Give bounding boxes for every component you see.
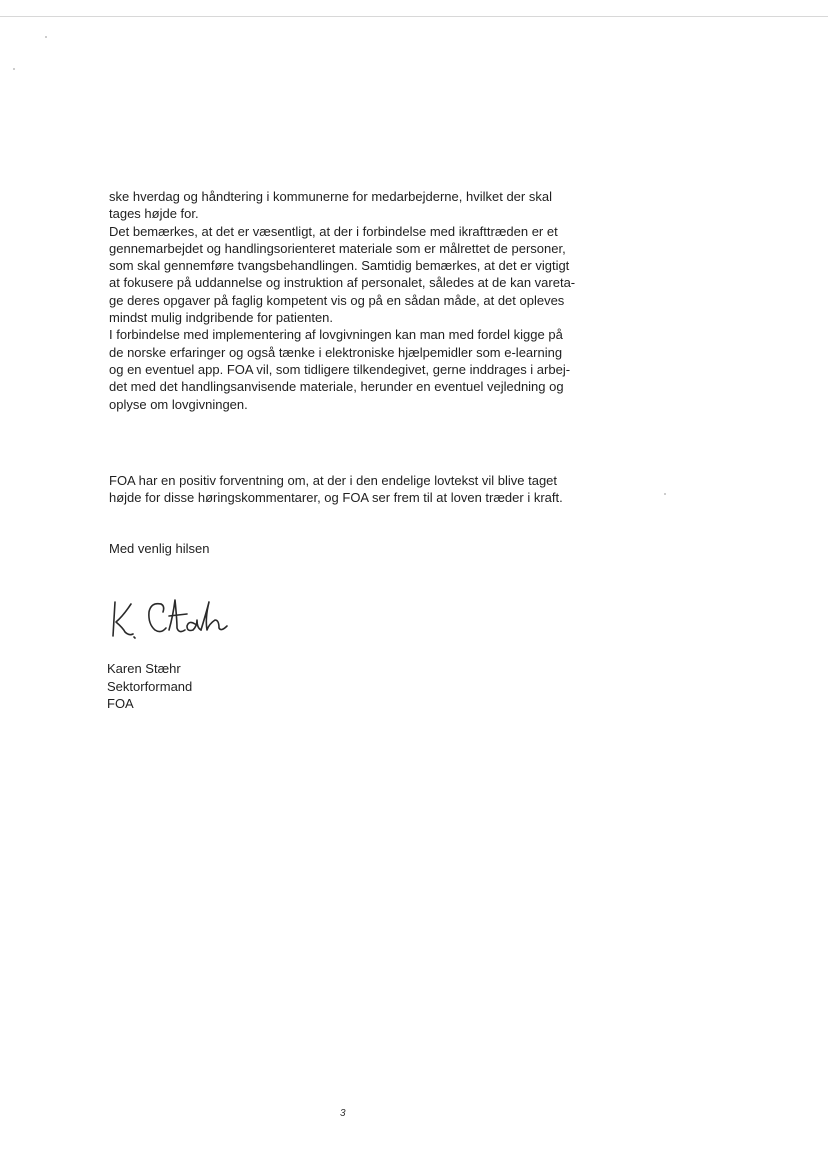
- text-line: I forbindelse med implementering af lovgivningen kan man med fordel kigge på: [109, 327, 563, 343]
- signer-name: Karen Stæhr: [107, 661, 181, 676]
- text-line: og en eventuel app. FOA vil, som tidligere tilkendegivet, gerne inddrages i arbej-: [109, 361, 571, 377]
- text-line: FOA har en positiv forventning om, at der i den endelige lovtekst vil blive taget: [109, 473, 558, 488]
- paragraph-1: [109, 188, 589, 223]
- signer-organization: FOA: [107, 696, 134, 711]
- scan-speck: [13, 68, 15, 70]
- text-line: højde for disse høringskommentarer, og FOA ser frem til at loven træder i kraft.: [109, 490, 563, 506]
- text-line: ge deres opgaver på faglig kompetent vis og på en sådan måde, at det opleves: [109, 292, 565, 308]
- handwritten-signature: [103, 590, 233, 642]
- scan-edge-line: [0, 16, 828, 17]
- letter-body: [109, 188, 589, 413]
- scan-speck: [45, 36, 47, 38]
- text-line: det med det handlingsanvisende materiale, herunder en eventuel vejledning og: [109, 379, 564, 395]
- text-line: Det bemærkes, at det er væsentligt, at der i forbindelse med ikrafttræden er et: [109, 223, 558, 239]
- closing-paragraph: [109, 472, 589, 507]
- paragraph-3: [109, 326, 589, 412]
- greeting: Med venlig hilsen: [109, 541, 210, 556]
- text-line: de norske erfaringer og også tænke i elektroniske hjælpemidler som e-learning: [109, 344, 563, 360]
- paragraph-2: [109, 223, 589, 327]
- page-number: 3: [340, 1108, 346, 1119]
- scan-speck: [664, 493, 666, 495]
- text-line: gennemarbejdet og handlingsorienteret materiale som er målrettet de personer,: [109, 240, 566, 256]
- text-line: som skal gennemføre tvangsbehandlingen. Samtidig bemærkes, at det er vigtigt: [109, 258, 570, 274]
- text-line: tages højde for.: [109, 206, 199, 222]
- text-line: ske hverdag og håndtering i kommunerne for medarbejderne, hvilket der skal: [109, 189, 552, 204]
- text-line: at fokusere på uddannelse og instruktion af personalet, således at de kan vareta-: [109, 275, 576, 291]
- signer-title: Sektorformand: [107, 678, 193, 694]
- signer-block: [107, 660, 192, 713]
- text-line: oplyse om lovgivningen.: [109, 396, 248, 412]
- text-line: mindst mulig indgribende for patienten.: [109, 310, 334, 326]
